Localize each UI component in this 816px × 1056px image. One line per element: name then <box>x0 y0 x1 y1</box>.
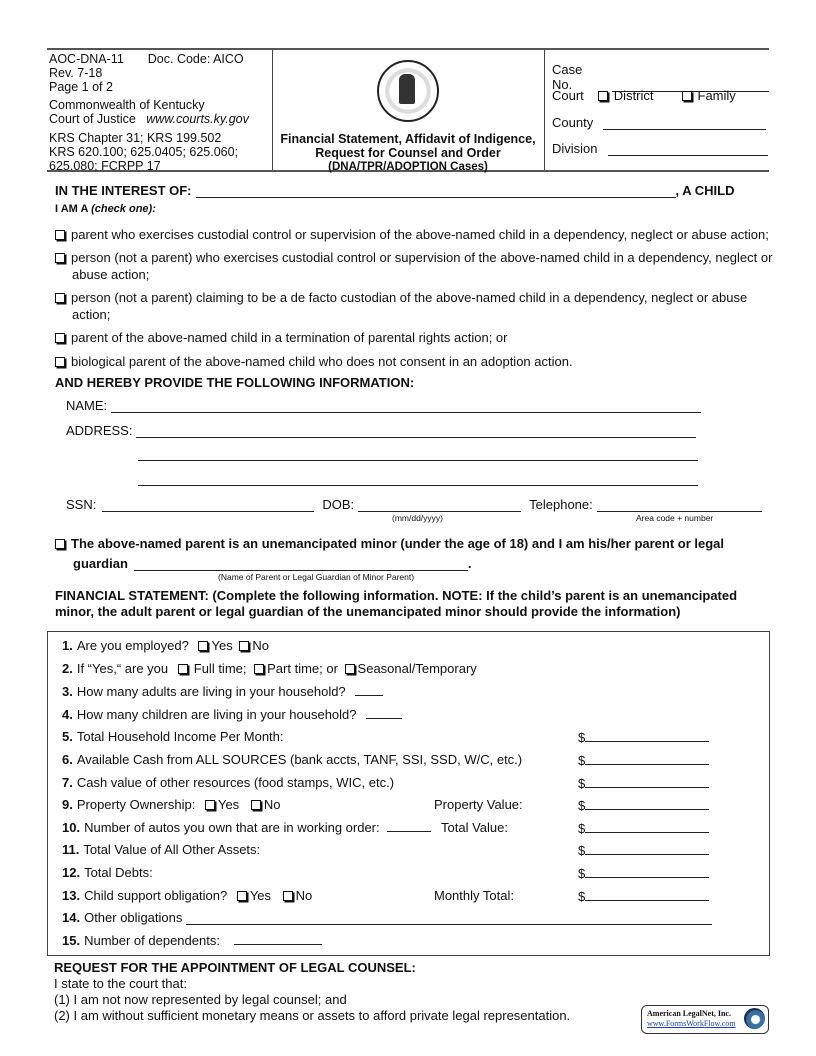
dob-field[interactable] <box>358 499 521 512</box>
i-am-a-label: I AM A <box>55 203 88 215</box>
property-value-field[interactable] <box>585 797 709 810</box>
question-2 <box>62 661 477 676</box>
resources-amount <box>578 775 709 791</box>
q-text: Cash value of other resources (food stamps, WIC, etc.) <box>76 775 395 790</box>
option-text: person (not a parent) who exercises custodial control or supervision of the above-named child in a dependency, neglect or abuse action; <box>71 250 773 282</box>
dollar-sign: $ <box>578 866 586 881</box>
question-12 <box>62 865 153 880</box>
family-label: Family <box>697 88 736 103</box>
guardian-name-field[interactable] <box>134 558 468 571</box>
counsel-heading: REQUEST FOR THE APPOINTMENT OF LEGAL COUNSEL: <box>54 960 416 975</box>
logo-company: American LegalNet, Inc. <box>647 1009 731 1018</box>
no-label: No <box>263 797 281 812</box>
cash-amount <box>578 752 709 768</box>
counsel-intro: I state to the court that: <box>54 976 187 991</box>
option-1 <box>55 226 784 243</box>
question-10 <box>62 820 431 835</box>
q-text: If “Yes,“ are you <box>76 661 169 676</box>
dob-label: DOB: <box>322 497 355 512</box>
family-checkbox[interactable] <box>682 91 692 101</box>
court-seal-icon <box>377 60 439 122</box>
form-title <box>272 132 544 174</box>
employed-yes-checkbox[interactable] <box>198 641 208 651</box>
financial-statement-box <box>47 631 770 956</box>
question-6 <box>62 752 522 767</box>
other-obligations-field[interactable] <box>186 912 712 925</box>
dollar-sign: $ <box>578 821 586 836</box>
q-text: Child support obligation? <box>84 888 228 903</box>
question-11 <box>62 842 260 857</box>
debts-field[interactable] <box>585 865 709 878</box>
minor-text: The above-named parent is an unemancipated minor (under the age of 18) and I am his/her parent or legal <box>71 536 725 551</box>
ssn-label: SSN: <box>66 497 97 512</box>
address-row <box>66 423 696 438</box>
name-label: NAME: <box>66 398 108 413</box>
question-14 <box>62 910 712 925</box>
page-number: Page 1 of 2 <box>49 80 113 94</box>
address-label: ADDRESS: <box>66 423 133 438</box>
no-label: No <box>295 888 313 903</box>
autos-count-field[interactable] <box>387 821 431 832</box>
yes-label: Yes <box>249 888 272 903</box>
period: . <box>467 556 472 571</box>
division-field[interactable] <box>608 143 768 156</box>
counsel-item-1: (1) I am not now represented by legal counsel; and <box>54 992 347 1007</box>
address-field-1[interactable] <box>136 425 696 438</box>
question-4 <box>62 707 402 722</box>
ssn-field[interactable] <box>102 499 314 512</box>
dollar-sign: $ <box>578 730 586 745</box>
assets-field[interactable] <box>585 842 709 855</box>
district-checkbox[interactable] <box>598 91 608 101</box>
children-field[interactable] <box>366 708 402 719</box>
dollar-sign: $ <box>578 889 586 904</box>
option-3 <box>55 289 784 323</box>
option-checkbox[interactable] <box>55 333 65 343</box>
q-num: 9. <box>62 797 73 812</box>
q-num: 6. <box>62 752 73 767</box>
form-header <box>47 48 769 172</box>
revision: Rev. 7-18 <box>49 66 103 80</box>
minor-parent-checkbox[interactable] <box>55 539 65 549</box>
adults-field[interactable] <box>355 685 383 696</box>
part-time-label: Part time; or <box>267 661 338 676</box>
website: www.courts.ky.gov <box>146 112 249 126</box>
question-9 <box>62 797 280 812</box>
dollar-sign: $ <box>578 753 586 768</box>
title-line-2: Request for Counsel and Order <box>315 146 501 160</box>
case-no-label: Case No. <box>552 62 583 92</box>
option-text: parent of the above-named child in a termination of parental rights action; or <box>71 330 508 345</box>
child-support-yes-checkbox[interactable] <box>237 891 247 901</box>
divider <box>544 50 545 170</box>
yes-label: Yes <box>217 797 240 812</box>
child-support-no-checkbox[interactable] <box>283 891 293 901</box>
court-label: Court <box>552 88 584 103</box>
q-num: 12. <box>62 865 81 880</box>
monthly-total-amount <box>578 888 709 904</box>
q-text: Total Debts: <box>84 865 153 880</box>
q-text: Available Cash from ALL SOURCES (bank accts, TANF, SSI, SSD, W/C, etc.) <box>76 752 523 767</box>
counsel-item-2: (2) I am without sufficient monetary means or assets to afford private legal representation. <box>54 1008 571 1023</box>
doc-code: Doc. Code: AICO <box>147 52 244 66</box>
q-text: Are you employed? <box>76 638 189 653</box>
american-legalnet-logo[interactable] <box>641 1005 769 1034</box>
dollar-sign: $ <box>578 776 586 791</box>
guardian-caption: (Name of Parent or Legal Guardian of Minor Parent) <box>218 572 415 582</box>
q-text: How many adults are living in your household? <box>76 684 346 699</box>
q-num: 10. <box>62 820 81 835</box>
income-field[interactable] <box>585 729 709 742</box>
property-amount <box>578 797 709 813</box>
q-text: Number of autos you own that are in working order: <box>84 820 380 835</box>
question-5 <box>62 729 284 744</box>
full-time-checkbox[interactable] <box>178 664 188 674</box>
minor-parent-statement <box>55 535 767 552</box>
guardian-row <box>73 556 472 571</box>
option-text: person (not a parent) claiming to be a de facto custodian of the above-named child in a dependency, neglect or abuse action; <box>71 290 748 322</box>
q-num: 5. <box>62 729 73 744</box>
i-am-a <box>55 203 156 215</box>
dollar-sign: $ <box>578 798 586 813</box>
q-text: Property Ownership: <box>76 797 196 812</box>
q-num: 11. <box>62 842 80 857</box>
case-info <box>547 50 769 170</box>
check-one-hint: (check one): <box>91 203 156 215</box>
q-num: 2. <box>62 661 73 676</box>
option-checkbox[interactable] <box>55 253 65 263</box>
q-num: 14. <box>62 910 81 925</box>
property-no-checkbox[interactable] <box>251 800 261 810</box>
county-field[interactable] <box>603 117 766 130</box>
q-text: Total Household Income Per Month: <box>76 729 284 744</box>
q-text: How many children are living in your household? <box>76 707 357 722</box>
child-name-field[interactable] <box>196 185 676 198</box>
guardian-label: guardian <box>73 556 128 571</box>
form-meta <box>49 52 271 173</box>
logo-url[interactable]: www.FormsWorkFlow.com <box>647 1019 736 1028</box>
autos-amount <box>578 820 709 836</box>
ssn-dob-phone-row <box>66 497 762 512</box>
employed-no-checkbox[interactable] <box>239 641 249 651</box>
income-amount <box>578 729 709 745</box>
q-num: 7. <box>62 775 73 790</box>
address-field-2[interactable] <box>138 448 698 461</box>
option-text: parent who exercises custodial control or supervision of the above-named child in a dependency, neglect or abuse action; <box>71 227 769 242</box>
no-label: No <box>252 638 269 653</box>
option-text: biological parent of the above-named child who does not consent in an adoption action. <box>71 354 573 369</box>
q-text: Total Value of All Other Assets: <box>83 842 261 857</box>
court-of-justice: Court of Justice <box>49 112 136 126</box>
dob-hint: (mm/dd/yyyy) <box>392 513 443 523</box>
option-2 <box>55 249 784 283</box>
interest-label: IN THE INTEREST OF: <box>55 183 192 198</box>
q-num: 15. <box>62 933 81 948</box>
q-num: 13. <box>62 888 81 903</box>
statutes-3: 625.080; FCRPP 17 <box>49 159 161 173</box>
district-label: District <box>613 88 654 103</box>
option-checkbox[interactable] <box>55 230 65 240</box>
title-line-3: (DNA/TPR/ADOPTION Cases) <box>328 161 488 173</box>
interest-row <box>55 183 734 198</box>
option-checkbox[interactable] <box>55 293 65 303</box>
cash-field[interactable] <box>585 752 709 765</box>
autos-value-label: Total Value: <box>441 820 508 835</box>
title-line-1: Financial Statement, Affidavit of Indigence, <box>280 132 536 146</box>
question-13 <box>62 888 312 903</box>
statutes-2: KRS 620.100; 625.0405; 625.060; <box>49 145 239 159</box>
dollar-sign: $ <box>578 843 586 858</box>
property-value-label: Property Value: <box>434 797 523 812</box>
question-15 <box>62 933 322 948</box>
division-label: Division <box>552 141 598 156</box>
property-yes-checkbox[interactable] <box>205 800 215 810</box>
q-text: Other obligations <box>84 910 183 925</box>
question-1 <box>62 638 269 653</box>
yes-label: Yes <box>211 638 233 653</box>
dependents-field[interactable] <box>234 934 322 945</box>
name-row <box>66 398 701 413</box>
q-text: Number of dependents: <box>84 933 220 948</box>
full-time-label: Full time; <box>193 661 247 676</box>
form-title-block <box>272 50 544 173</box>
question-3 <box>62 684 383 699</box>
financial-heading-line-2: minor, the adult parent or legal guardian of the unemancipated minor should provide the information) <box>55 604 681 619</box>
monthly-total-field[interactable] <box>585 888 709 901</box>
seasonal-checkbox[interactable] <box>345 664 355 674</box>
child-suffix: , A CHILD <box>675 183 735 198</box>
form-id: AOC-DNA-11 <box>49 52 124 66</box>
address-field-3[interactable] <box>138 473 698 486</box>
autos-value-field[interactable] <box>585 820 709 833</box>
commonwealth: Commonwealth of Kentucky <box>49 98 205 112</box>
seasonal-label: Seasonal/Temporary <box>357 661 477 676</box>
q-num: 3. <box>62 684 73 699</box>
name-field[interactable] <box>111 400 701 413</box>
telephone-field[interactable] <box>597 499 762 512</box>
option-5 <box>55 353 784 370</box>
q-num: 4. <box>62 707 73 722</box>
telephone-label: Telephone: <box>529 497 593 512</box>
counsel-section <box>54 960 570 1024</box>
q-num: 1. <box>62 638 73 653</box>
assets-amount <box>578 842 709 858</box>
question-7 <box>62 775 394 790</box>
financial-heading-line-1: FINANCIAL STATEMENT: (Complete the following information. NOTE: If the child’s parent is an unemancipated <box>55 588 738 603</box>
option-checkbox[interactable] <box>55 357 65 367</box>
monthly-total-label: Monthly Total: <box>434 888 514 903</box>
statutes-1: KRS Chapter 31; KRS 199.502 <box>49 131 222 145</box>
county-label: County <box>552 115 594 130</box>
financial-heading <box>55 588 767 620</box>
resources-field[interactable] <box>585 775 709 788</box>
debts-amount <box>578 865 709 881</box>
info-heading: AND HEREBY PROVIDE THE FOLLOWING INFORMATION: <box>55 375 415 390</box>
part-time-checkbox[interactable] <box>254 664 264 674</box>
telephone-hint: Area code + number <box>636 513 714 523</box>
globe-icon <box>744 1008 765 1029</box>
option-4 <box>55 329 784 346</box>
